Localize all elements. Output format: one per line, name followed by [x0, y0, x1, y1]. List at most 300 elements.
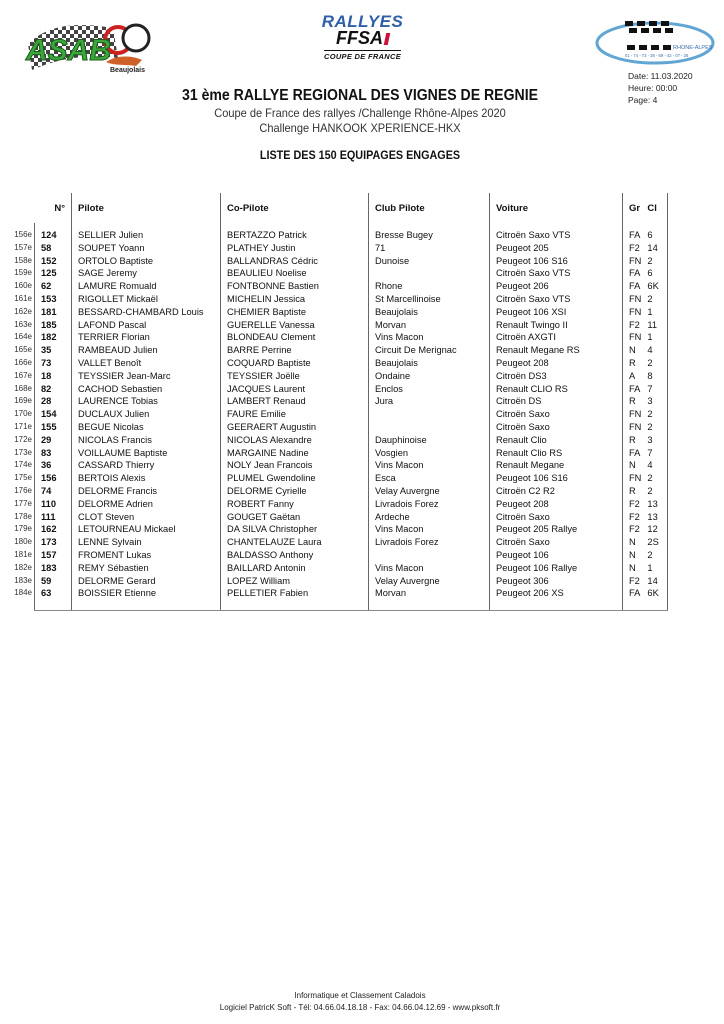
entry-number: 153: [35, 293, 72, 306]
pilote-name: FROMENT Lukas: [72, 549, 221, 562]
group: F2: [623, 498, 644, 511]
entry-number: 28: [35, 395, 72, 408]
date-text: Date: 11.03.2020: [628, 71, 693, 81]
row-rank: 156e: [14, 230, 32, 239]
car-model: Peugeot 106 Rallye: [490, 562, 623, 575]
class: 2: [643, 408, 668, 421]
copilote-name: ROBERT Fanny: [221, 498, 369, 511]
table-row: [10, 459, 668, 472]
row-rank: 157e: [14, 242, 32, 252]
svg-text:RHONE-ALPES: RHONE-ALPES: [673, 45, 713, 51]
table-row: [10, 331, 668, 344]
group: F2: [623, 575, 644, 588]
header-club: Club Pilote: [369, 193, 490, 223]
table-row: [10, 562, 668, 575]
car-model: Citroën Saxo: [490, 536, 623, 549]
row-rank: 159e: [14, 268, 32, 278]
club-name: Vosgien: [369, 447, 490, 460]
entry-number: 111: [35, 511, 72, 524]
table-row: [10, 357, 668, 370]
pilote-name: DELORME Gerard: [72, 575, 221, 588]
class: 11: [643, 319, 668, 332]
logo-coupe-text: COUPE DE FRANCE: [323, 52, 401, 61]
car-model: Citroën DS3: [490, 370, 623, 383]
entry-number: 74: [35, 485, 72, 498]
entry-number: 181: [35, 306, 72, 319]
copilote-name: CHANTELAUZE Laura: [221, 536, 369, 549]
header-voiture: Voiture: [490, 193, 623, 223]
group: FN: [623, 293, 644, 306]
entry-number: 36: [35, 459, 72, 472]
page-title: 31 ème RALLYE REGIONAL DES VIGNES DE REGNIE: [181, 87, 539, 104]
table-row: [10, 587, 668, 600]
row-rank: 169e: [14, 396, 32, 406]
car-model: Citroën AXGTI: [490, 331, 623, 344]
copilote-name: BEAULIEU Noelise: [221, 267, 369, 280]
copilote-name: GEERAERT Augustin: [221, 421, 369, 434]
ligue-rhone-alpes-logo: [595, 15, 720, 67]
entry-number: 58: [35, 242, 72, 255]
car-model: Peugeot 206: [490, 280, 623, 293]
car-model: Peugeot 106 S16: [490, 255, 623, 268]
row-rank: 179e: [14, 524, 32, 534]
table-row: [10, 536, 668, 549]
pilote-name: RAMBEAUD Julien: [72, 344, 221, 357]
copilote-name: FAURE Emilie: [221, 408, 369, 421]
table-row: [10, 434, 668, 447]
club-name: Dauphinoise: [369, 434, 490, 447]
copilote-name: BAILLARD Antonin: [221, 562, 369, 575]
row-rank: 161e: [14, 293, 32, 303]
pilote-name: SOUPET Yoann: [72, 242, 221, 255]
bottom-cell: [10, 600, 35, 611]
copilote-name: DELORME Cyrielle: [221, 485, 369, 498]
group: FA: [623, 383, 644, 396]
row-rank: 183e: [14, 575, 32, 585]
club-name: St Marcellinoise: [369, 293, 490, 306]
class: 1: [643, 562, 668, 575]
entries-table-wrapper: [10, 193, 710, 611]
car-model: Peugeot 106: [490, 549, 623, 562]
entry-number: 183: [35, 562, 72, 575]
club-name: Morvan: [369, 587, 490, 600]
header-pilote: Pilote: [72, 193, 221, 223]
svg-text:ASAB: ASAB: [26, 34, 112, 67]
class: 3: [643, 434, 668, 447]
bottom-cell: [35, 600, 72, 611]
club-name: [369, 408, 490, 421]
class: 2: [643, 549, 668, 562]
row-rank: 177e: [14, 498, 32, 508]
table-row: [10, 472, 668, 485]
car-model: Renault Clio: [490, 434, 623, 447]
pilote-name: DELORME Francis: [72, 485, 221, 498]
table-row: [10, 306, 668, 319]
copilote-name: PELLETIER Fabien: [221, 587, 369, 600]
row-rank: 167e: [14, 370, 32, 380]
class: 2: [643, 255, 668, 268]
pilote-name: VALLET Benoît: [72, 357, 221, 370]
rank-header: [10, 193, 35, 223]
table-row: [10, 575, 668, 588]
row-rank: 165e: [14, 345, 32, 355]
class: 13: [643, 511, 668, 524]
car-model: Citroën Saxo VTS: [490, 293, 623, 306]
car-model: Renault Twingo II: [490, 319, 623, 332]
entry-number: 82: [35, 383, 72, 396]
group: N: [623, 536, 644, 549]
club-name: Bresse Bugey: [369, 229, 490, 242]
table-row: [10, 421, 668, 434]
row-rank: 175e: [14, 473, 32, 483]
copilote-name: GOUGET Gaëtan: [221, 511, 369, 524]
bottom-cell: [369, 600, 490, 611]
group: F2: [623, 523, 644, 536]
group: R: [623, 485, 644, 498]
class: 1: [643, 331, 668, 344]
club-name: Velay Auvergne: [369, 575, 490, 588]
row-rank: 170e: [14, 409, 32, 419]
table-row: [10, 395, 668, 408]
table-bottom-row: [10, 600, 668, 611]
class: 14: [643, 242, 668, 255]
pilote-name: BESSARD-CHAMBARD Louis: [72, 306, 221, 319]
footer-line-1: Informatique et Classement Caladois: [294, 991, 426, 1000]
copilote-name: DA SILVA Christopher: [221, 523, 369, 536]
bottom-cell: [623, 600, 644, 611]
table-row: [10, 229, 668, 242]
group: N: [623, 562, 644, 575]
entry-number: 18: [35, 370, 72, 383]
copilote-name: LOPEZ William: [221, 575, 369, 588]
row-rank: 171e: [14, 421, 32, 431]
car-model: Citroën Saxo: [490, 421, 623, 434]
group: F2: [623, 242, 644, 255]
entry-number: 154: [35, 408, 72, 421]
table-row: [10, 280, 668, 293]
car-model: Peugeot 206 XS: [490, 587, 623, 600]
footer-line-2: Logiciel PatricK Soft - Tél: 04.66.04.18.18 - Fax: 04.66.04.12.69 - www.pksoft.fr: [219, 1003, 501, 1012]
document-meta: [628, 70, 693, 106]
row-rank: 178e: [14, 511, 32, 521]
header-number: N°: [54, 202, 65, 214]
subtitle-coupe: Coupe de France des rallyes /Challenge Rhône-Alpes 2020: [214, 106, 506, 120]
table-row: [10, 383, 668, 396]
copilote-name: PLATHEY Justin: [221, 242, 369, 255]
group: A: [623, 370, 644, 383]
club-name: Vins Macon: [369, 331, 490, 344]
club-name: Velay Auvergne: [369, 485, 490, 498]
car-model: Peugeot 306: [490, 575, 623, 588]
pilote-name: LAFOND Pascal: [72, 319, 221, 332]
pilote-name: REMY Sébastien: [72, 562, 221, 575]
table-row: [10, 370, 668, 383]
car-model: Peugeot 106 S16: [490, 472, 623, 485]
group: FA: [623, 587, 644, 600]
club-name: Ondaine: [369, 370, 490, 383]
entry-number: 162: [35, 523, 72, 536]
page-number: Page: 4: [628, 95, 658, 105]
club-name: Livradois Forez: [369, 536, 490, 549]
page-footer: [150, 990, 570, 1014]
entry-number: 29: [35, 434, 72, 447]
entry-number: 35: [35, 344, 72, 357]
club-name: Vins Macon: [369, 523, 490, 536]
car-model: Peugeot 106 XSI: [490, 306, 623, 319]
pilote-name: DELORME Adrien: [72, 498, 221, 511]
group: FA: [623, 447, 644, 460]
group: FA: [623, 267, 644, 280]
asab-logo: [18, 14, 158, 76]
group: N: [623, 549, 644, 562]
club-name: [369, 267, 490, 280]
table-row: [10, 344, 668, 357]
club-name: Circuit De Merignac: [369, 344, 490, 357]
car-model: Citroën DS: [490, 395, 623, 408]
class: 6K: [643, 280, 668, 293]
club-name: Jura: [369, 395, 490, 408]
group: FN: [623, 472, 644, 485]
group: F2: [623, 319, 644, 332]
table-row: [10, 523, 668, 536]
ffsa-rallyes-logo: [305, 14, 420, 60]
class: 13: [643, 498, 668, 511]
class: 6: [643, 267, 668, 280]
car-model: Citroën Saxo: [490, 408, 623, 421]
club-name: Beaujolais: [369, 357, 490, 370]
table-row: [10, 549, 668, 562]
group: FN: [623, 421, 644, 434]
class: 4: [643, 459, 668, 472]
row-rank: 182e: [14, 562, 32, 572]
pilote-name: LAMURE Romuald: [72, 280, 221, 293]
entry-number: 157: [35, 549, 72, 562]
group: N: [623, 344, 644, 357]
bottom-cell: [490, 600, 623, 611]
group: R: [623, 434, 644, 447]
class: 6: [643, 229, 668, 242]
pilote-name: LENNE Sylvain: [72, 536, 221, 549]
group: FN: [623, 331, 644, 344]
copilote-name: BLONDEAU Clement: [221, 331, 369, 344]
list-title: LISTE DES 150 EQUIPAGES ENGAGES: [259, 148, 461, 162]
club-name: Vins Macon: [369, 459, 490, 472]
copilote-name: MICHELIN Jessica: [221, 293, 369, 306]
group: R: [623, 395, 644, 408]
car-model: Citroën Saxo: [490, 511, 623, 524]
copilote-name: NOLY Jean Francois: [221, 459, 369, 472]
row-rank: 174e: [14, 460, 32, 470]
car-model: Peugeot 205 Rallye: [490, 523, 623, 536]
row-rank: 160e: [14, 281, 32, 291]
class: 1: [643, 306, 668, 319]
car-model: Citroën Saxo VTS: [490, 267, 623, 280]
row-rank: 168e: [14, 383, 32, 393]
class: 6K: [643, 587, 668, 600]
entry-number: 62: [35, 280, 72, 293]
copilote-name: CHEMIER Baptiste: [221, 306, 369, 319]
row-rank: 180e: [14, 537, 32, 547]
row-rank: 158e: [14, 255, 32, 265]
table-body: [10, 223, 668, 611]
club-name: Ardeche: [369, 511, 490, 524]
table-header-row: [10, 193, 668, 223]
table-row: [10, 498, 668, 511]
car-model: Peugeot 205: [490, 242, 623, 255]
ffsa-flag-icon: [384, 33, 391, 45]
row-rank: 173e: [14, 447, 32, 457]
pilote-name: RIGOLLET Mickaël: [72, 293, 221, 306]
car-model: Renault Clio RS: [490, 447, 623, 460]
club-name: Esca: [369, 472, 490, 485]
pilote-name: TERRIER Florian: [72, 331, 221, 344]
copilote-name: NICOLAS Alexandre: [221, 434, 369, 447]
club-name: Rhone: [369, 280, 490, 293]
pilote-name: NICOLAS Francis: [72, 434, 221, 447]
club-name: Enclos: [369, 383, 490, 396]
group: R: [623, 357, 644, 370]
car-model: Renault CLIO RS: [490, 383, 623, 396]
copilote-name: GUERELLE Vanessa: [221, 319, 369, 332]
car-model: Citroën Saxo VTS: [490, 229, 623, 242]
row-rank: 166e: [14, 357, 32, 367]
pilote-name: ORTOLO Baptiste: [72, 255, 221, 268]
svg-text:Beaujolais: Beaujolais: [110, 67, 146, 74]
club-name: Dunoise: [369, 255, 490, 268]
class: 2: [643, 357, 668, 370]
bottom-cell: [643, 600, 668, 611]
subtitle-challenge: Challenge HANKOOK XPERIENCE-HKX: [259, 121, 461, 135]
group: FN: [623, 255, 644, 268]
pilote-name: SELLIER Julien: [72, 229, 221, 242]
group: FN: [623, 306, 644, 319]
header-copilote: Co-Pilote: [221, 193, 369, 223]
table-row: [10, 293, 668, 306]
table-row: [10, 319, 668, 332]
copilote-name: BALDASSO Anthony: [221, 549, 369, 562]
class: 2S: [643, 536, 668, 549]
copilote-name: BALLANDRAS Cédric: [221, 255, 369, 268]
copilote-name: BARRE Perrine: [221, 344, 369, 357]
entry-number: 73: [35, 357, 72, 370]
header-gr: Gr: [623, 193, 644, 223]
table-row: [10, 511, 668, 524]
bottom-cell: [221, 600, 369, 611]
class: 2: [643, 472, 668, 485]
entry-number: 125: [35, 267, 72, 280]
group: FN: [623, 408, 644, 421]
copilote-name: TEYSSIER Joëlle: [221, 370, 369, 383]
copilote-name: FONTBONNE Bastien: [221, 280, 369, 293]
class: 7: [643, 383, 668, 396]
pilote-name: SAGE Jeremy: [72, 267, 221, 280]
row-rank: 176e: [14, 485, 32, 495]
group: FA: [623, 229, 644, 242]
table-row: [10, 447, 668, 460]
car-model: Peugeot 208: [490, 357, 623, 370]
pilote-name: CLOT Steven: [72, 511, 221, 524]
entry-number: 83: [35, 447, 72, 460]
time-text: Heure: 00:00: [628, 83, 678, 93]
group: N: [623, 459, 644, 472]
row-rank: 184e: [14, 588, 32, 598]
table-row: [10, 408, 668, 421]
pilote-name: LETOURNEAU Mickael: [72, 523, 221, 536]
entry-number: 59: [35, 575, 72, 588]
pilote-name: BEGUE Nicolas: [72, 421, 221, 434]
entry-number: 152: [35, 255, 72, 268]
pilote-name: DUCLAUX Julien: [72, 408, 221, 421]
entry-number: 185: [35, 319, 72, 332]
class: 12: [643, 523, 668, 536]
entry-number: 173: [35, 536, 72, 549]
pilote-name: VOILLAUME Baptiste: [72, 447, 221, 460]
entries-table: [10, 193, 668, 611]
group: F2: [623, 511, 644, 524]
class: 2: [643, 421, 668, 434]
pilote-name: CACHOD Sebastien: [72, 383, 221, 396]
pilote-name: BOISSIER Etienne: [72, 587, 221, 600]
class: 3: [643, 395, 668, 408]
class: 8: [643, 370, 668, 383]
class: 7: [643, 447, 668, 460]
row-rank: 162e: [14, 306, 32, 316]
group: FA: [623, 280, 644, 293]
row-rank: 164e: [14, 332, 32, 342]
table-row: [10, 267, 668, 280]
bottom-cell: [72, 600, 221, 611]
logo-ffsa-text: FFSA: [305, 30, 420, 46]
row-rank: 172e: [14, 434, 32, 444]
document-header: [120, 86, 600, 162]
copilote-name: LAMBERT Renaud: [221, 395, 369, 408]
car-model: Peugeot 208: [490, 498, 623, 511]
club-name: [369, 549, 490, 562]
car-model: Citroën C2 R2: [490, 485, 623, 498]
entry-number: 155: [35, 421, 72, 434]
copilote-name: COQUARD Baptiste: [221, 357, 369, 370]
svg-text:01 - 74 - 73 - 38 - 69 - 42 -: 01 - 74 - 73 - 38 - 69 - 42 - 07 - 26: [625, 53, 689, 58]
class: 2: [643, 485, 668, 498]
pilote-name: TEYSSIER Jean-Marc: [72, 370, 221, 383]
pilote-name: LAURENCE Tobias: [72, 395, 221, 408]
class: 14: [643, 575, 668, 588]
pilote-name: BERTOIS Alexis: [72, 472, 221, 485]
copilote-name: MARGAINE Nadine: [221, 447, 369, 460]
table-row: [10, 255, 668, 268]
copilote-name: BERTAZZO Patrick: [221, 229, 369, 242]
club-name: Morvan: [369, 319, 490, 332]
entry-number: 110: [35, 498, 72, 511]
club-name: Beaujolais: [369, 306, 490, 319]
club-name: Livradois Forez: [369, 498, 490, 511]
car-model: Renault Megane RS: [490, 344, 623, 357]
class: 4: [643, 344, 668, 357]
car-model: Renault Megane: [490, 459, 623, 472]
header-cl: Cl: [643, 193, 668, 223]
table-row: [10, 242, 668, 255]
club-name: [369, 421, 490, 434]
row-rank: 181e: [14, 549, 32, 559]
entry-number: 63: [35, 587, 72, 600]
entry-number: 124: [35, 229, 72, 242]
logo-rallyes-text: RALLYES: [321, 12, 404, 31]
copilote-name: PLUMEL Gwendoline: [221, 472, 369, 485]
pilote-name: CASSARD Thierry: [72, 459, 221, 472]
copilote-name: JACQUES Laurent: [221, 383, 369, 396]
row-rank: 163e: [14, 319, 32, 329]
class: 2: [643, 293, 668, 306]
